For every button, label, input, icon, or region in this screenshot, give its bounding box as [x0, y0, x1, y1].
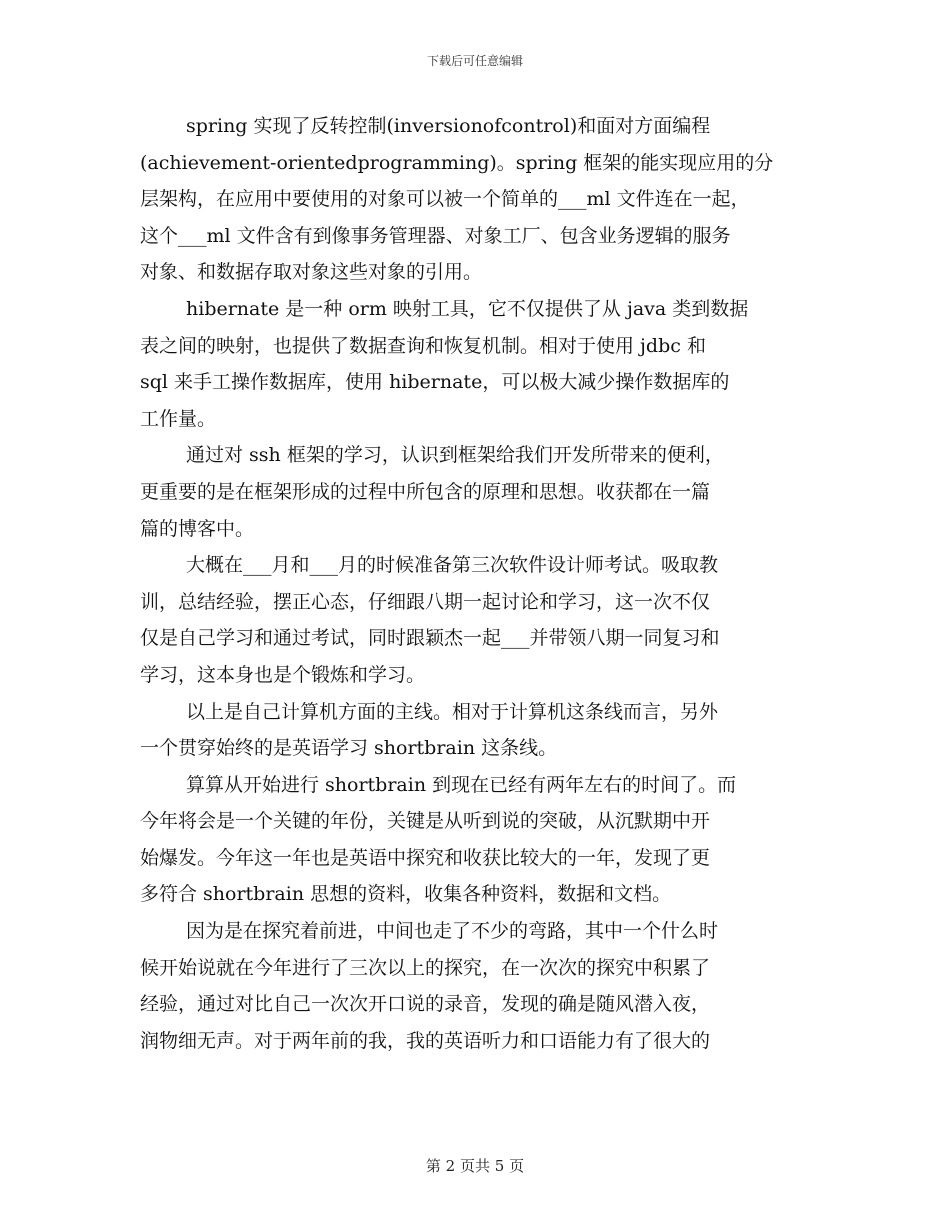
- paragraph-exploration: [140, 913, 812, 1059]
- paragraph-line: (achievement-orientedprogramming)。spring 框架的能实现应用的分: [140, 151, 774, 174]
- paragraph-line: 更重要的是在框架形成的过程中所包含的原理和思想。收获都在一篇: [140, 480, 711, 503]
- paragraph-ssh: [140, 437, 812, 547]
- paragraph-line: 对象、和数据存取对象这些对象的引用。: [140, 261, 483, 284]
- paragraph-hibernate: [140, 291, 812, 437]
- paragraph-line: hibernate 是一种 orm 映射工具，它不仅提供了从 java 类到数据: [186, 297, 749, 320]
- paragraph-line: 因为是在探究着前进，中间也走了不少的弯路，其中一个什么时: [186, 920, 719, 943]
- page-number: 第 2 页共 5 页: [425, 1157, 525, 1175]
- paragraph-line: sql 来手工操作数据库，使用 hibernate，可以极大减少操作数据库的: [140, 371, 730, 394]
- paragraph-line: 算算从开始进行 shortbrain 到现在已经有两年左右的时间了。而: [186, 773, 737, 796]
- paragraph-line: 大概在___月和___月的时候准备第三次软件设计师考试。吸取教: [186, 554, 719, 577]
- document-body: [140, 108, 812, 1059]
- paragraph-line: 经验，通过对比自己一次次开口说的录音，发现的确是随风潜入夜，: [140, 993, 711, 1016]
- paragraph-line: 候开始说就在今年进行了三次以上的探究，在一次次的探究中积累了: [140, 956, 711, 979]
- paragraph-line: 层架构，在应用中要使用的对象可以被一个简单的___ml 文件连在一起，: [140, 188, 750, 211]
- paragraph-line: 训，总结经验，摆正心态，仔细跟八期一起讨论和学习，这一次不仅: [140, 590, 711, 613]
- paragraph-line: 以上是自己计算机方面的主线。相对于计算机这条线而言，另外: [186, 700, 719, 723]
- paragraph-line: 润物细无声。对于两年前的我，我的英语听力和口语能力有了很大的: [140, 1029, 711, 1052]
- paragraph-line: 一个贯穿始终的是英语学习 shortbrain 这条线。: [140, 737, 558, 760]
- paragraph-line: 工作量。: [140, 407, 217, 430]
- paragraph-line: 仅是自己学习和通过考试，同时跟颖杰一起___并带领八期一同复习和: [140, 627, 720, 650]
- paragraph-line: 表之间的映射，也提供了数据查询和恢复机制。相对于使用 jdbc 和: [140, 334, 706, 357]
- paragraph-line: 这个___ml 文件含有到像事务管理器、对象工厂、包含业务逻辑的服务: [140, 224, 731, 247]
- paragraph-line: 学习，这本身也是个锻炼和学习。: [140, 663, 426, 686]
- paragraph-spring: [140, 108, 812, 291]
- paragraph-line: 今年将会是一个关键的年份，关键是从听到说的突破，从沉默期中开: [140, 810, 711, 833]
- page-header: 下载后可任意编辑: [426, 54, 523, 68]
- paragraph-line: 通过对 ssh 框架的学习，认识到框架给我们开发所带来的便利，: [186, 444, 724, 467]
- paragraph-line: 多符合 shortbrain 思想的资料，收集各种资料，数据和文档。: [140, 883, 672, 906]
- paragraph-shortbrain: [140, 767, 812, 913]
- paragraph-line: spring 实现了反转控制(inversionofcontrol)和面对方面编程: [186, 115, 711, 137]
- paragraph-line: 篇的博客中。: [140, 517, 255, 540]
- paragraph-line: 始爆发。今年这一年也是英语中探究和收获比较大的一年，发现了更: [140, 846, 711, 869]
- paragraph-mainline: [140, 694, 812, 767]
- paragraph-exam: [140, 547, 812, 693]
